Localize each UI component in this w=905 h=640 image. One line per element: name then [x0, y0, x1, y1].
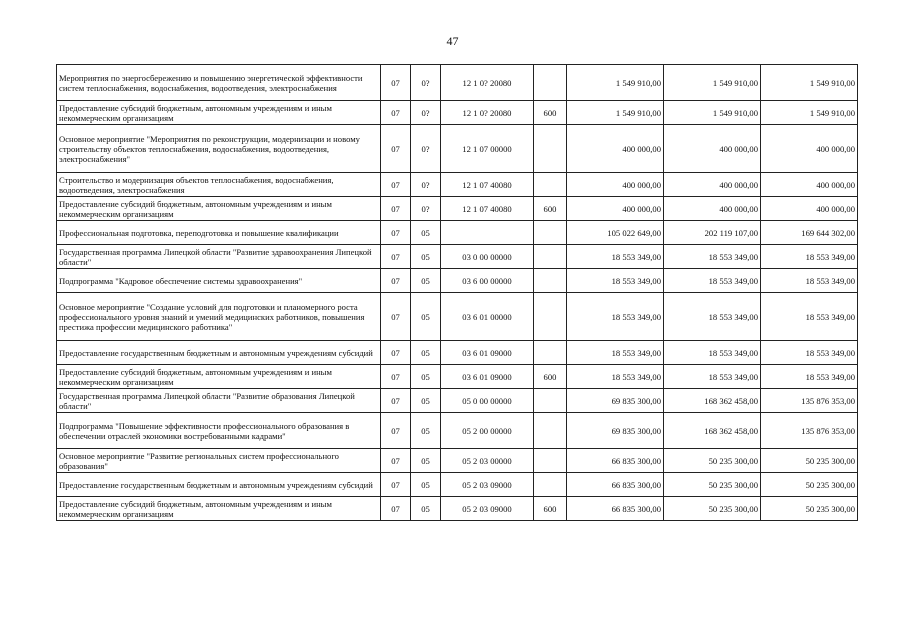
table-row — [57, 101, 858, 125]
expense-type-code — [534, 173, 567, 197]
amount-year-1: 400 000,00 — [567, 173, 664, 197]
section-code: 07 — [381, 173, 411, 197]
target-article-code: 03 6 01 00000 — [441, 293, 534, 341]
target-article-code: 12 1 07 00000 — [441, 125, 534, 173]
expense-type-code — [534, 293, 567, 341]
table-body — [57, 65, 858, 521]
subsection-code: 05 — [411, 449, 441, 473]
amount-year-3: 135 876 353,00 — [761, 389, 858, 413]
table-row — [57, 245, 858, 269]
table-row — [57, 389, 858, 413]
amount-year-2: 18 553 349,00 — [664, 341, 761, 365]
amount-year-2: 202 119 107,00 — [664, 221, 761, 245]
amount-year-2: 400 000,00 — [664, 197, 761, 221]
row-description: Государственная программа Липецкой области "Развитие здравоохранения Липецкой области" — [57, 245, 381, 269]
amount-year-3: 18 553 349,00 — [761, 245, 858, 269]
target-article-code: 12 1 07 40080 — [441, 197, 534, 221]
table-row — [57, 497, 858, 521]
amount-year-3: 18 553 349,00 — [761, 341, 858, 365]
amount-year-2: 168 362 458,00 — [664, 413, 761, 449]
amount-year-3: 169 644 302,00 — [761, 221, 858, 245]
section-code: 07 — [381, 269, 411, 293]
amount-year-3: 400 000,00 — [761, 197, 858, 221]
amount-year-1: 66 835 300,00 — [567, 473, 664, 497]
table-row — [57, 449, 858, 473]
amount-year-2: 18 553 349,00 — [664, 245, 761, 269]
section-code: 07 — [381, 245, 411, 269]
table-row — [57, 365, 858, 389]
amount-year-1: 69 835 300,00 — [567, 389, 664, 413]
expense-type-code — [534, 389, 567, 413]
expense-type-code — [534, 341, 567, 365]
table-row — [57, 65, 858, 101]
amount-year-3: 18 553 349,00 — [761, 365, 858, 389]
expense-type-code — [534, 413, 567, 449]
target-article-code: 05 2 03 09000 — [441, 497, 534, 521]
subsection-code: 0? — [411, 65, 441, 101]
amount-year-1: 400 000,00 — [567, 197, 664, 221]
row-description: Профессиональная подготовка, переподготовка и повышение квалификации — [57, 221, 381, 245]
section-code: 07 — [381, 413, 411, 449]
amount-year-3: 18 553 349,00 — [761, 269, 858, 293]
section-code: 07 — [381, 125, 411, 173]
row-description: Предоставление субсидий бюджетным, автономным учреждениям и иным некоммерческим организациям — [57, 101, 381, 125]
subsection-code: 05 — [411, 389, 441, 413]
amount-year-3: 400 000,00 — [761, 125, 858, 173]
table-row — [57, 473, 858, 497]
subsection-code: 0? — [411, 101, 441, 125]
amount-year-3: 50 235 300,00 — [761, 449, 858, 473]
row-description: Предоставление субсидий бюджетным, автономным учреждениям и иным некоммерческим организациям — [57, 197, 381, 221]
subsection-code: 0? — [411, 197, 441, 221]
row-description: Мероприятия по энергосбережению и повышению энергетической эффективности систем теплоснабжения, водоснабжения, водоотведения, электроснабжения — [57, 65, 381, 101]
amount-year-2: 18 553 349,00 — [664, 365, 761, 389]
subsection-code: 05 — [411, 245, 441, 269]
expense-type-code — [534, 245, 567, 269]
amount-year-1: 69 835 300,00 — [567, 413, 664, 449]
section-code: 07 — [381, 473, 411, 497]
subsection-code: 05 — [411, 341, 441, 365]
amount-year-3: 1 549 910,00 — [761, 101, 858, 125]
subsection-code: 05 — [411, 413, 441, 449]
expense-type-code: 600 — [534, 497, 567, 521]
section-code: 07 — [381, 293, 411, 341]
expense-type-code — [534, 449, 567, 473]
amount-year-1: 400 000,00 — [567, 125, 664, 173]
expense-type-code — [534, 221, 567, 245]
amount-year-3: 50 235 300,00 — [761, 473, 858, 497]
target-article-code: 12 1 0? 20080 — [441, 101, 534, 125]
row-description: Предоставление субсидий бюджетным, автономным учреждениям и иным некоммерческим организациям — [57, 365, 381, 389]
amount-year-1: 18 553 349,00 — [567, 245, 664, 269]
amount-year-2: 1 549 910,00 — [664, 65, 761, 101]
target-article-code: 12 1 0? 20080 — [441, 65, 534, 101]
section-code: 07 — [381, 389, 411, 413]
section-code: 07 — [381, 197, 411, 221]
amount-year-1: 66 835 300,00 — [567, 497, 664, 521]
amount-year-2: 50 235 300,00 — [664, 449, 761, 473]
target-article-code: 05 0 00 00000 — [441, 389, 534, 413]
row-description: Подпрограмма "Кадровое обеспечение системы здравоохранения" — [57, 269, 381, 293]
amount-year-1: 18 553 349,00 — [567, 293, 664, 341]
amount-year-3: 50 235 300,00 — [761, 497, 858, 521]
section-code: 07 — [381, 341, 411, 365]
expense-type-code — [534, 269, 567, 293]
subsection-code: 0? — [411, 125, 441, 173]
table-row — [57, 197, 858, 221]
expense-type-code — [534, 473, 567, 497]
table-row — [57, 341, 858, 365]
subsection-code: 0? — [411, 173, 441, 197]
target-article-code: 05 2 03 09000 — [441, 473, 534, 497]
budget-table — [56, 64, 858, 521]
table-row — [57, 221, 858, 245]
subsection-code: 05 — [411, 473, 441, 497]
amount-year-1: 66 835 300,00 — [567, 449, 664, 473]
amount-year-1: 1 549 910,00 — [567, 65, 664, 101]
subsection-code: 05 — [411, 365, 441, 389]
subsection-code: 05 — [411, 497, 441, 521]
subsection-code: 05 — [411, 221, 441, 245]
target-article-code — [441, 221, 534, 245]
table-row — [57, 413, 858, 449]
expense-type-code: 600 — [534, 365, 567, 389]
expense-type-code — [534, 125, 567, 173]
amount-year-2: 1 549 910,00 — [664, 101, 761, 125]
table-row — [57, 173, 858, 197]
target-article-code: 03 6 01 09000 — [441, 341, 534, 365]
section-code: 07 — [381, 449, 411, 473]
amount-year-2: 18 553 349,00 — [664, 293, 761, 341]
section-code: 07 — [381, 101, 411, 125]
section-code: 07 — [381, 65, 411, 101]
expense-type-code: 600 — [534, 197, 567, 221]
amount-year-2: 50 235 300,00 — [664, 497, 761, 521]
subsection-code: 05 — [411, 269, 441, 293]
row-description: Строительство и модернизация объектов теплоснабжения, водоснабжения, водоотведения, электроснабжения — [57, 173, 381, 197]
row-description: Предоставление государственным бюджетным и автономным учреждениям субсидий — [57, 341, 381, 365]
amount-year-1: 18 553 349,00 — [567, 365, 664, 389]
amount-year-1: 18 553 349,00 — [567, 341, 664, 365]
amount-year-2: 400 000,00 — [664, 125, 761, 173]
row-description: Предоставление субсидий бюджетным, автономным учреждениям и иным некоммерческим организациям — [57, 497, 381, 521]
target-article-code: 03 6 00 00000 — [441, 269, 534, 293]
amount-year-1: 1 549 910,00 — [567, 101, 664, 125]
expense-type-code — [534, 65, 567, 101]
target-article-code: 03 6 01 09000 — [441, 365, 534, 389]
target-article-code: 05 2 00 00000 — [441, 413, 534, 449]
amount-year-3: 135 876 353,00 — [761, 413, 858, 449]
section-code: 07 — [381, 221, 411, 245]
row-description: Подпрограмма "Повышение эффективности профессионального образования в обеспечении отраслей экономики востребованными кадрами" — [57, 413, 381, 449]
amount-year-3: 400 000,00 — [761, 173, 858, 197]
expense-type-code: 600 — [534, 101, 567, 125]
amount-year-1: 105 022 649,00 — [567, 221, 664, 245]
target-article-code: 12 1 07 40080 — [441, 173, 534, 197]
amount-year-2: 400 000,00 — [664, 173, 761, 197]
amount-year-3: 1 549 910,00 — [761, 65, 858, 101]
section-code: 07 — [381, 497, 411, 521]
section-code: 07 — [381, 365, 411, 389]
row-description: Основное мероприятие "Развитие региональных систем профессионального образования" — [57, 449, 381, 473]
subsection-code: 05 — [411, 293, 441, 341]
amount-year-2: 50 235 300,00 — [664, 473, 761, 497]
amount-year-2: 18 553 349,00 — [664, 269, 761, 293]
amount-year-3: 18 553 349,00 — [761, 293, 858, 341]
target-article-code: 03 0 00 00000 — [441, 245, 534, 269]
row-description: Предоставление государственным бюджетным и автономным учреждениям субсидий — [57, 473, 381, 497]
amount-year-1: 18 553 349,00 — [567, 269, 664, 293]
row-description: Основное мероприятие "Создание условий для подготовки и планомерного роста профессионального уровня знаний и умений медицинских работников, повышения престижа профессии медицинского работника" — [57, 293, 381, 341]
table-row — [57, 269, 858, 293]
amount-year-2: 168 362 458,00 — [664, 389, 761, 413]
table-row — [57, 125, 858, 173]
row-description: Основное мероприятие "Мероприятия по реконструкции, модернизации и новому строительству объектов теплоснабжения, водоснабжения, водоотведения, электроснабжения" — [57, 125, 381, 173]
target-article-code: 05 2 03 00000 — [441, 449, 534, 473]
page-number: 47 — [446, 34, 459, 48]
row-description: Государственная программа Липецкой области "Развитие образования Липецкой области" — [57, 389, 381, 413]
table-row — [57, 293, 858, 341]
